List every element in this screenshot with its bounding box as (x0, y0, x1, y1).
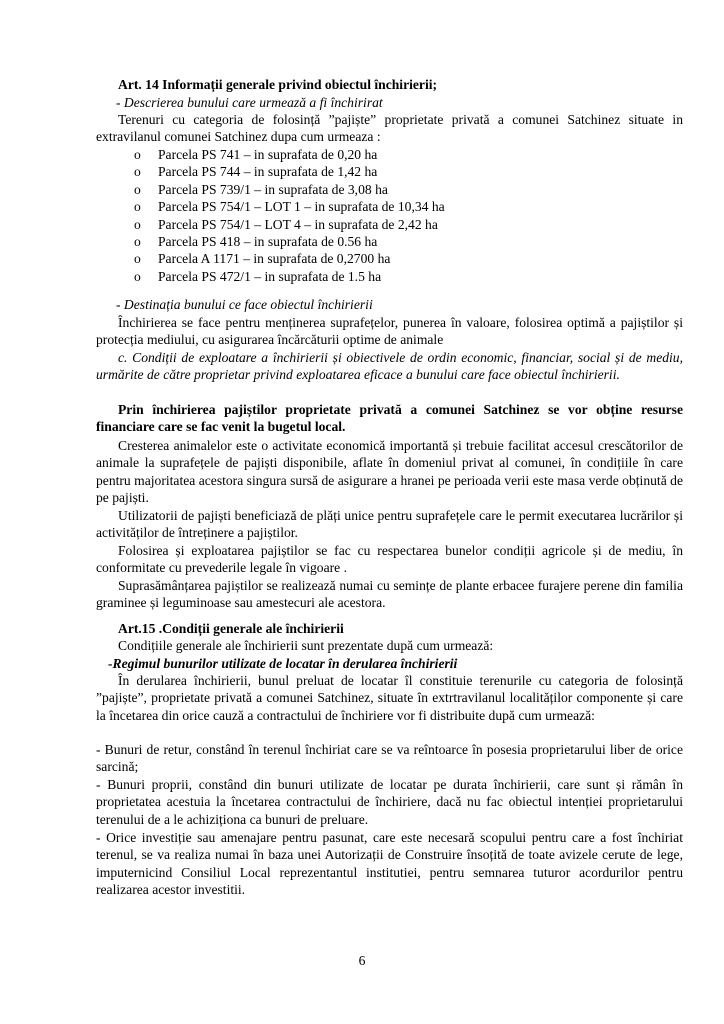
list-item: o Parcela PS 472/1 – in suprafata de 1.5 ha (134, 268, 382, 284)
bullet-marker: o (134, 199, 141, 215)
parcel-list (134, 146, 534, 285)
art14-title: Art. 14 Informații generale privind obiectul închirierii; (118, 77, 438, 92)
revenue-paragraph: Prin închirierea pajiștilor proprietate privată a comunei Satchinez se vor obține resurse financiare care se fac venit la bugetul local. (96, 402, 683, 435)
art15-title: Art.15 .Condiții generale ale închirierii (118, 621, 344, 636)
paragraph: Utilizatorii de pajiști beneficiază de plăți unice pentru suprafețele care le permit executarea lucrărilor și activităților de întreținere a pajiștilor. (96, 508, 683, 541)
bullet-marker: o (134, 181, 141, 197)
list-item: - Orice investiție sau amenajare pentru pasunat, care este necesară scopului pentru care a fost închiriat terenul, se va realiza numai în baza unei Autorizații de Construire însoțită de toate avizele cerute de lege, imputernicind Consiliul Local reprezentantul institutiei, pentru semnarea tuturor acordurilor pentru realizarea acestor investitii. (96, 830, 683, 898)
regime-heading: -Regimul bunurilor utilizate de locatar în derularea închirierii (108, 656, 458, 671)
bullet-marker: o (134, 147, 141, 162)
paragraph: Cresterea animalelor este o activitate economică importantă și trebuie facilitat accesul crescătorilor de animale la suprafețele de pajiști disponibile, aflate în domeniul privat al comunei, în condițiile în care pentru majoritatea acestora singura sursă de asigurare a hranei pe perioada verii este masa verde obținută de pe pajiști. (96, 438, 683, 506)
bullet-marker: o (134, 268, 141, 284)
list-item: o Parcela PS 754/1 – LOT 4 – in suprafata de 2,42 ha (134, 216, 438, 232)
paragraph: Suprasămânțarea pajiștilor se realizează numai cu semințe de plante erbacee furajere perene din familia gramineе și leguminoase sau amestecuri ale acestora. (96, 578, 683, 611)
list-item: o Parcela PS 754/1 – LOT 1 – in suprafata de 10,34 ha (134, 199, 445, 215)
list-item: o Parcela PS 741 – in suprafata de 0,20 ha (134, 147, 378, 162)
art15-intro: Condițiile generale ale închirierii sunt prezentate după cum urmează: (118, 638, 494, 653)
art14-intro: Terenuri cu categoria de folosință ”pajiște” proprietate privată a comunei Satchinez situate in extravilanul comunei Satchinez dupa cum urmeaza : (96, 112, 683, 145)
description-heading: - Descrierea bunului care urmează a fi închirirat (116, 95, 383, 110)
conditions-heading: c. Condiții de exploatare a închirierii și obiectivele de ordin economic, financiar, social și de mediu, urmărite de către proprietar privind exploatarea eficace a bunului care face obiectul închirierii. (96, 350, 683, 383)
regime-text: În derularea închirierii, bunul preluat de locatar îl constituie terenurile cu categoria de folosință ”pajiște”, proprietate privată a comunei Satchinez, situate în extrtravilanul localităților componente și care la încetarea din orice cauză a contractului de închiriere vor fi distribuite după cum urmează: (96, 673, 683, 723)
destination-heading: - Destinația bunului ce face obiectul închirierii (116, 297, 373, 312)
paragraph: Folosirea și exploatarea pajiștilor se fac cu respectarea bunelor condiții agricole și de mediu, în conformitate cu prevederile legale în vigoare . (96, 543, 683, 576)
list-item: - Bunuri de retur, constând în terenul închiriat care se va reîntoarce în posesia proprietarului liber de orice sarcină; (96, 742, 683, 775)
list-item: o Parcela PS 744 – in suprafata de 1,42 ha (134, 164, 378, 180)
list-item: o Parcela PS 418 – in suprafata de 0.56 ha (134, 233, 378, 249)
list-item: o Parcela A 1171 – in suprafata de 0,2700 ha (134, 251, 391, 267)
page-number: 6 (358, 953, 366, 968)
bullet-marker: o (134, 233, 141, 249)
bullet-marker: o (134, 251, 141, 267)
bullet-marker: o (134, 216, 141, 232)
bullet-marker: o (134, 164, 141, 180)
list-item: - Bunuri proprii, constând din bunuri utilizate de locatar pe durata închirierii, care sunt și rămân în proprietatea acestuia la încetarea contractului de închiriere, dacă nu fac obiectul intenției proprietarului terenului de a le achiziționa ca bunuri de preluare. (96, 777, 683, 827)
list-item: o Parcela PS 739/1 – in suprafata de 3,08 ha (134, 181, 388, 197)
destination-text: Închirierea se face pentru menținerea suprafețelor, punerea în valoare, folosirea optimă a pajiștilor și protecția mediului, cu asigurarea încărcăturii optime de animale (96, 315, 683, 348)
